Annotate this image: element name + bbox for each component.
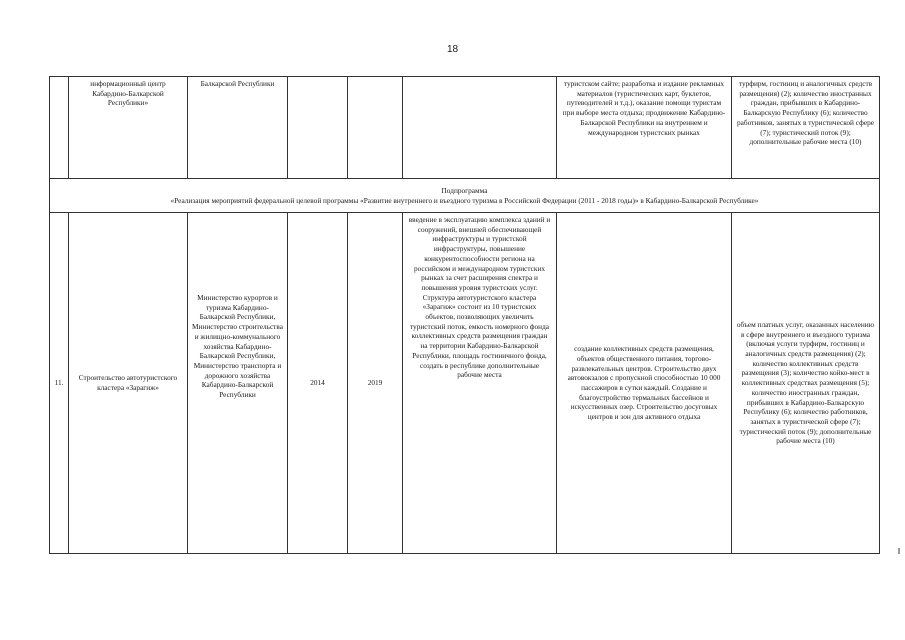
subprogram-cell xyxy=(50,179,880,213)
row-number-cell xyxy=(50,77,69,179)
executor-cell: Балкарской Республики xyxy=(188,77,288,179)
subprogram-row xyxy=(50,179,880,213)
event-name-cell: информационный центр Кабардино-Балкарской Республики» xyxy=(69,77,188,179)
row-number-cell: 11. xyxy=(50,213,69,554)
end-year-cell: 2019 xyxy=(348,213,403,554)
event-name-cell: Строительство автотуристского кластера «Зарагиж» xyxy=(69,213,188,554)
measures-cell xyxy=(403,77,557,179)
end-year-cell xyxy=(348,77,403,179)
executor-cell: Министерство курортов и туризма Кабардино-Балкарской Республики, Министерство строительства и жилищно-коммунального хозяйства Кабардино-Балкарской Республики, Министерство транспорта и дорожного хозяйства Кабардино-Балкарской Республики xyxy=(188,213,288,554)
subprogram-title: «Реализация мероприятий федеральной целевой программы «Развитие внутреннего и въездного туризма в Российской Федерации (2011 - 2018 годы)» в Кабардино-Балкарской Республике» xyxy=(170,195,759,205)
page-number: 18 xyxy=(446,44,459,55)
start-year-cell: 2014 xyxy=(288,213,348,554)
results-cell: туристском сайте; разработка и издание рекламных материалов (туристических карт, буклетов, путеводителей и т.д.), оказание помощи туристам при выборе места отдыха; продвижение Кабардино-Балкарской Республики на внутреннем и международном туристских рынках xyxy=(557,77,732,179)
table-row xyxy=(50,77,880,179)
table-row xyxy=(50,213,880,554)
indicators-cell: турфирм, гостиниц и аналогичных средств размещения) (2); количество иностранных граждан, прибывших в Кабардино-Балкарскую Республику (6); количество работников, занятых в туристической сфере (7); туристический поток (9); дополнительные рабочие места (10) xyxy=(732,77,880,179)
program-table xyxy=(49,76,880,554)
scan-artifact-mark xyxy=(898,548,900,554)
results-cell: создание коллективных средств размещения, объектов общественного питания, торгово-развлекательных центров. Строительство двух автовокзалов с пропускной способностью 10 000 пассажиров в сутки каждый. Создание и благоустройство термальных бассейнов и искусственных озер. Строительство досуговых центров и зон для активного отдыха xyxy=(557,213,732,554)
indicators-cell: объем платных услуг, оказанных населению в сфере внутреннего и въездного туризма (включая услуги турфирм, гостиниц и аналогичных средств размещения) (2); количество коллективных средств размещения (3); количество койко-мест в коллективных средствах размещения (5); количество иностранных граждан, прибывших в Кабардино-Балкарскую Республику (6); количество работников, занятых в туристической сфере (7); туристический поток (9); дополнительные рабочие места (10) xyxy=(732,213,880,554)
measures-cell: введение в эксплуатацию комплекса зданий и сооружений, внешней обеспечивающей инфраструктуры и туристской инфраструктуры, повышение конкурентоспособности региона на российском и международном туристских рынках за счет расширения спектра и повышения уровня туристских услуг. Структура автотуристского кластера «Зарагиж» состоит из 10 туристских объектов, позволяющих увеличить туристский поток, емкость номерного фонда коллективных средств размещения граждан на территории Кабардино-Балкарской Республики, площадь гостиничного фонда, создать в республике дополнительные рабочие места xyxy=(403,213,557,554)
start-year-cell xyxy=(288,77,348,179)
subprogram-label: Подпрограмма xyxy=(441,185,488,195)
